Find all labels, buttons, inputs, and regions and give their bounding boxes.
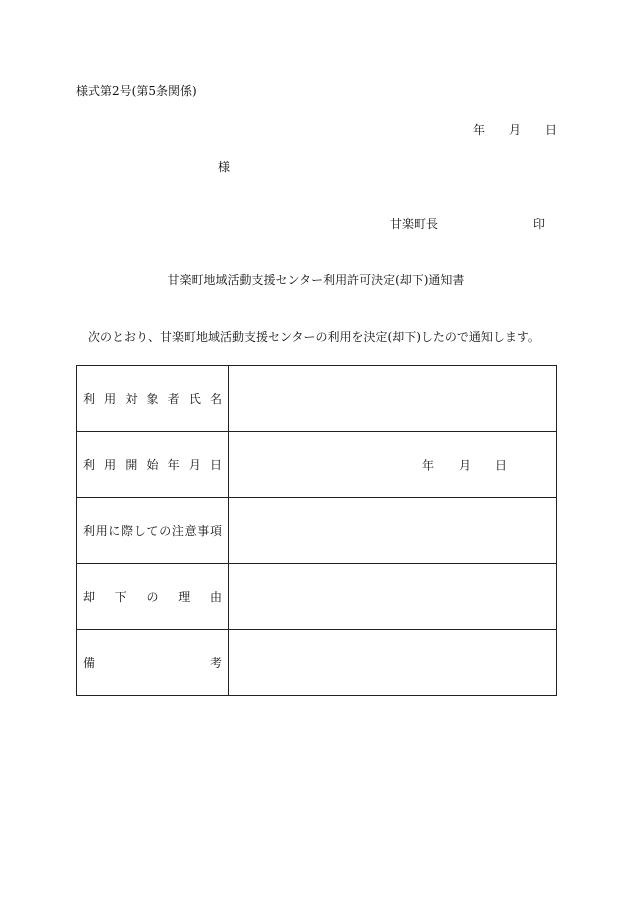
user-name-label: 利用対象者氏名	[83, 392, 222, 406]
date-year-label: 年	[473, 123, 486, 137]
rejection-reason-value[interactable]	[229, 564, 557, 630]
remarks-label: 備考	[83, 656, 222, 670]
remarks-value[interactable]	[229, 630, 557, 696]
start-date-value[interactable]	[229, 432, 557, 498]
start-date-fields	[229, 432, 556, 497]
date-day-label: 日	[545, 123, 558, 137]
issuer-title: 甘楽町長	[390, 217, 439, 231]
rejection-reason-label: 却下の理由	[83, 590, 222, 604]
row-label-cell	[77, 366, 229, 432]
date-month-label: 月	[509, 123, 522, 137]
table-row	[77, 432, 557, 498]
table-row	[77, 564, 557, 630]
recipient-honorific: 様	[218, 160, 231, 174]
notice-body: 次のとおり、甘楽町地域活動支援センターの利用を決定(却下)したので通知します。	[88, 330, 540, 344]
info-table	[76, 365, 557, 696]
row-label-cell	[77, 432, 229, 498]
usage-notes-label: 利用に際しての注意事項	[83, 524, 222, 538]
row-label-cell	[77, 630, 229, 696]
row-label-cell	[77, 498, 229, 564]
seal-mark: 印	[533, 217, 546, 231]
form-number: 様式第2号(第5条関係)	[76, 84, 197, 98]
usage-notes-value[interactable]	[229, 498, 557, 564]
table-row	[77, 630, 557, 696]
notice-title: 甘楽町地域活動支援センター利用許可決定(却下)通知書	[167, 273, 465, 287]
table-row	[77, 366, 557, 432]
row-label-cell	[77, 564, 229, 630]
user-name-value[interactable]	[229, 366, 557, 432]
start-date-month-label: 月	[459, 458, 472, 472]
start-date-label: 利用開始年月日	[83, 458, 222, 472]
start-date-year-label: 年	[422, 458, 435, 472]
table-row	[77, 498, 557, 564]
start-date-day-label: 日	[495, 458, 508, 472]
